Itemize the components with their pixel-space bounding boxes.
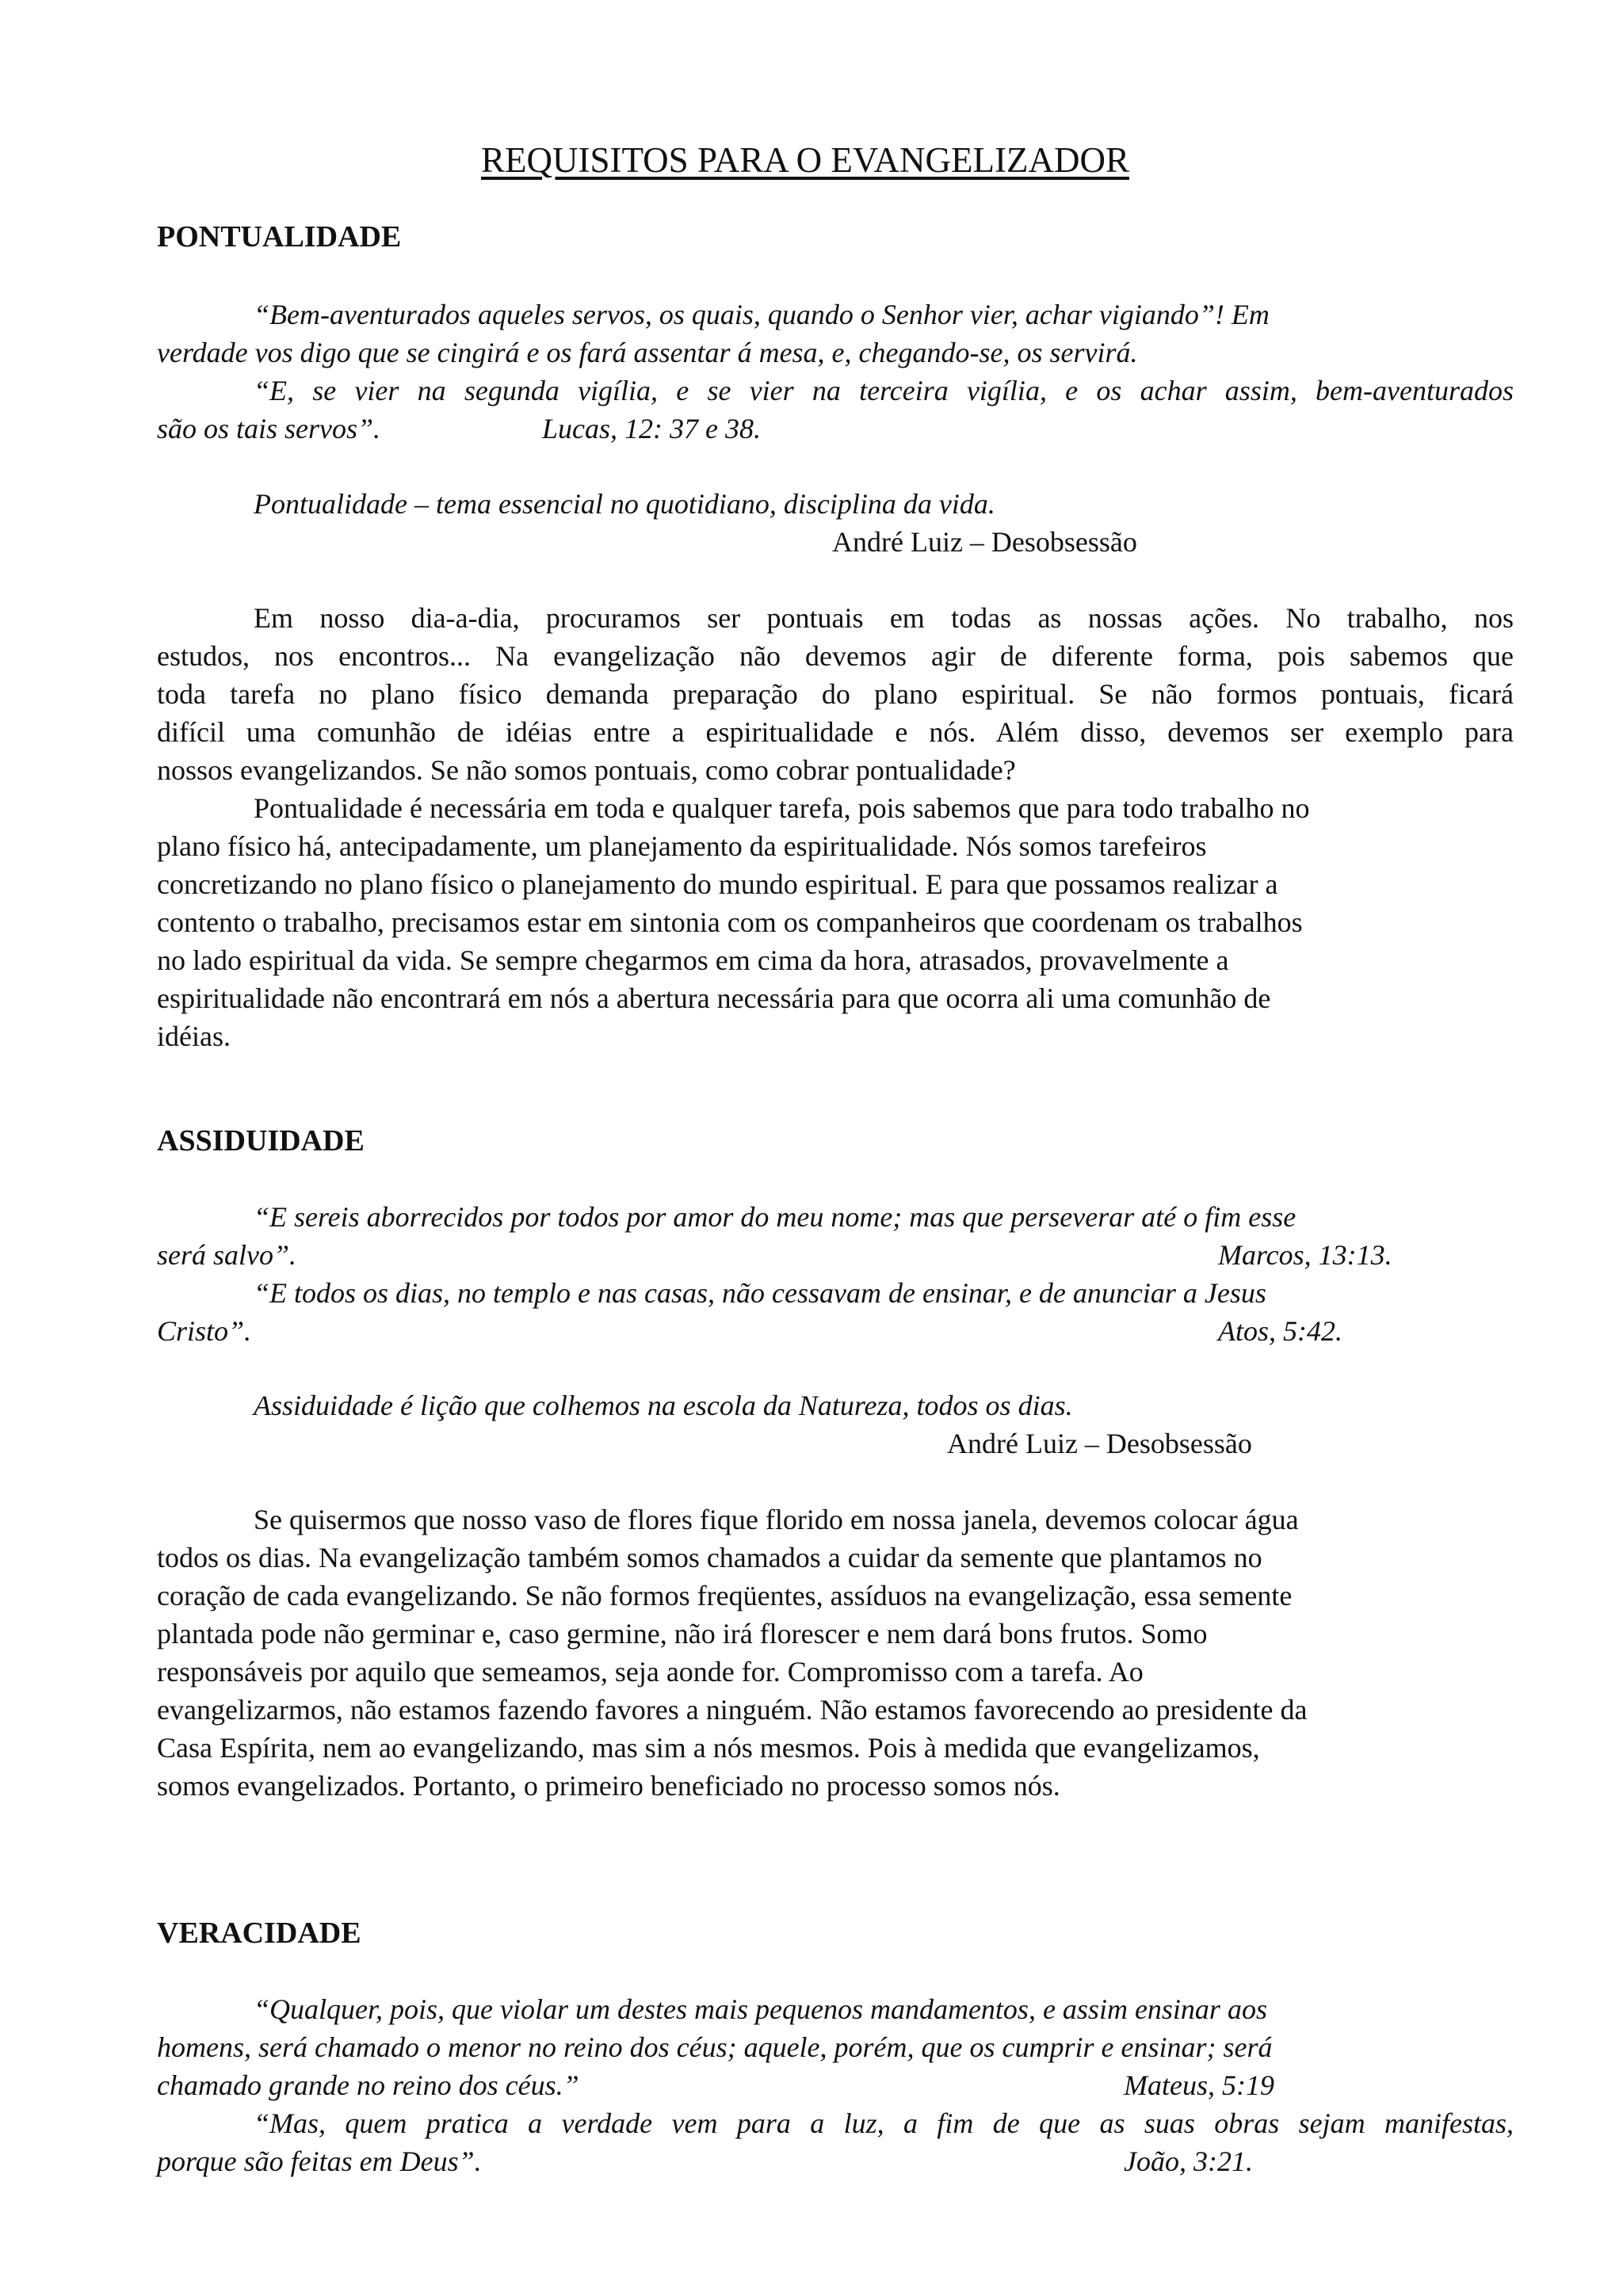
bible-quote-line: são os tais servos”. xyxy=(157,413,381,444)
bible-quote-line: “E, se vier na segunda vigília, e se vier na terceira vigília, e os achar assim, bem-aventurados xyxy=(254,375,1514,406)
paragraph-line: evangelizarmos, não estamos fazendo favores a ninguém. Não estamos favorecendo ao presidente da xyxy=(157,1694,1308,1726)
paragraph-line: no lado espiritual da vida. Se sempre chegarmos em cima da hora, atrasados, provavelmente a xyxy=(157,944,1229,976)
bible-quote-line: será salvo”. xyxy=(157,1239,297,1271)
paragraph-line: somos evangelizados. Portanto, o primeiro beneficiado no processo somos nós. xyxy=(157,1770,1060,1802)
bible-quote-line: “Bem-aventurados aqueles servos, os quais, quando o Senhor vier, achar vigiando”! Em xyxy=(254,299,1270,330)
paragraph-line: todos os dias. Na evangelização também somos chamados a cuidar da semente que plantamos no xyxy=(157,1542,1262,1573)
paragraph xyxy=(157,1501,1514,1805)
paragraph-line: coração de cada evangelizando. Se não formos freqüentes, assíduos na evangelização, essa semente xyxy=(157,1580,1293,1611)
paragraph-line: concretizando no plano físico o planejamento do mundo espiritual. E para que possamos realizar a xyxy=(157,868,1278,900)
paragraph-line: plano físico há, antecipadamente, um planejamento da espiritualidade. Nós somos tarefeiros xyxy=(157,830,1207,862)
bible-quote-line: “E todos os dias, no templo e nas casas, não cessavam de ensinar, e de anunciar a Jesus xyxy=(254,1277,1266,1309)
bible-quote-line: porque são feitas em Deus”. xyxy=(157,2145,482,2177)
paragraph-line: difícil uma comunhão de idéias entre a espiritualidade e nós. Além disso, devemos ser exemplo para xyxy=(157,716,1514,748)
scripture-reference: Mateus, 5:19 xyxy=(1124,2069,1274,2101)
paragraph-line: estudos, nos encontros... Na evangelização não devemos agir de diferente forma, pois sabemos que xyxy=(157,640,1514,672)
paragraph-line: nossos evangelizandos. Se não somos pontuais, como cobrar pontualidade? xyxy=(157,754,1016,786)
bible-quote-line: verdade vos digo que se cingirá e os fará assentar á mesa, e, chegando-se, os servirá. xyxy=(157,337,1138,368)
paragraph-line: contento o trabalho, precisamos estar em sintonia com os companheiros que coordenam os trabalhos xyxy=(157,906,1303,938)
epigraph-author: André Luiz – Desobsessão xyxy=(947,1428,1252,1459)
epigraph-author: André Luiz – Desobsessão xyxy=(832,526,1137,558)
paragraph xyxy=(157,789,1514,1055)
section-heading-assiduidade: ASSIDUIDADE xyxy=(157,1124,365,1158)
paragraph-line: espiritualidade não encontrará em nós a abertura necessária para que ocorra ali uma comunhão de xyxy=(157,982,1271,1014)
paragraph-line: Casa Espírita, nem ao evangelizando, mas sim a nós mesmos. Pois à medida que evangelizamos, xyxy=(157,1732,1260,1764)
paragraph-line: Pontualidade é necessária em toda e qualquer tarefa, pois sabemos que para todo trabalho no xyxy=(254,792,1310,824)
paragraph-line: responsáveis por aquilo que semeamos, seja aonde for. Compromisso com a tarefa. Ao xyxy=(157,1656,1144,1688)
bible-quote-line: chamado grande no reino dos céus.” xyxy=(157,2069,579,2101)
scripture-reference: Marcos, 13:13. xyxy=(1218,1239,1392,1271)
paragraph-line: Em nosso dia-a-dia, procuramos ser pontuais em todas as nossas ações. No trabalho, nos xyxy=(254,602,1514,634)
bible-quote-line: “E sereis aborrecidos por todos por amor do meu nome; mas que perseverar até o fim esse xyxy=(254,1201,1296,1233)
page-title: REQUISITOS PARA O EVANGELIZADOR xyxy=(481,140,1129,180)
paragraph-line: plantada pode não germinar e, caso germine, não irá florescer e nem dará bons frutos. Somo xyxy=(157,1618,1208,1650)
paragraph-line: Se quisermos que nosso vaso de flores fique florido em nossa janela, devemos colocar água xyxy=(254,1504,1299,1535)
bible-quote-line: Cristo”. xyxy=(157,1315,252,1347)
scripture-reference: Atos, 5:42. xyxy=(1218,1315,1342,1347)
section-heading-veracidade: VERACIDADE xyxy=(157,1917,361,1950)
bible-quote-line: “Mas, quem pratica a verdade vem para a luz, a fim de que as suas obras sejam manifestas, xyxy=(254,2107,1514,2139)
paragraph-line: idéias. xyxy=(157,1020,231,1052)
section-heading-pontualidade: PONTUALIDADE xyxy=(157,220,402,254)
bible-quote-line: homens, será chamado o menor no reino dos céus; aquele, porém, que os cumprir e ensinar; será xyxy=(157,2031,1273,2063)
paragraph xyxy=(157,599,1514,789)
bible-quote-line: “Qualquer, pois, que violar um destes mais pequenos mandamentos, e assim ensinar aos xyxy=(254,1993,1267,2025)
scripture-reference: Lucas, 12: 37 e 38. xyxy=(542,413,761,444)
scripture-reference: João, 3:21. xyxy=(1124,2145,1253,2177)
epigraph: Assiduidade é lição que colhemos na escola da Natureza, todos os dias. xyxy=(254,1390,1073,1421)
epigraph: Pontualidade – tema essencial no quotidiano, disciplina da vida. xyxy=(254,488,995,520)
paragraph-line: toda tarefa no plano físico demanda preparação do plano espiritual. Se não formos pontuais, ficará xyxy=(157,678,1514,710)
